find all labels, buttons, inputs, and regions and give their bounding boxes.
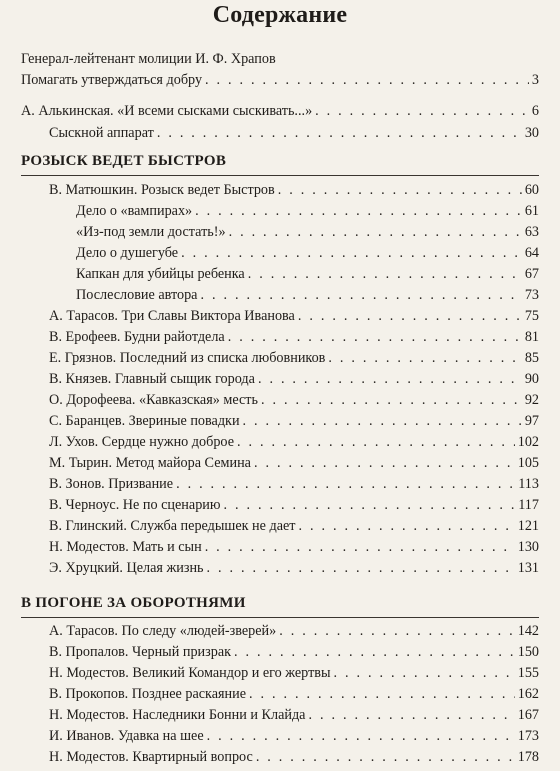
entry-page: 61 bbox=[524, 203, 539, 219]
entry-page: 131 bbox=[517, 560, 539, 576]
toc-entry bbox=[76, 243, 539, 263]
entry-title: А. Тарасов. Три Славы Виктора Иванова bbox=[49, 308, 295, 324]
leader-dots bbox=[234, 642, 515, 662]
leader-dots bbox=[298, 306, 522, 326]
entry-title: Н. Модестов. Наследники Бонни и Клайда bbox=[49, 707, 306, 723]
leader-dots bbox=[315, 101, 529, 121]
leader-dots bbox=[207, 726, 515, 746]
section-divider bbox=[21, 617, 539, 618]
toc-entry bbox=[49, 411, 539, 431]
leader-dots bbox=[207, 558, 515, 578]
entry-page: 102 bbox=[517, 434, 539, 450]
entry-page: 173 bbox=[517, 728, 539, 744]
toc-entry bbox=[49, 726, 539, 746]
intro-author-line: Генерал-лейтенант молиции И. Ф. Храпов bbox=[21, 51, 276, 67]
toc-entry bbox=[49, 495, 539, 515]
entry-title: И. Иванов. Удавка на шее bbox=[49, 728, 204, 744]
entry-page: 30 bbox=[524, 125, 539, 141]
toc-entry bbox=[49, 537, 539, 557]
leader-dots bbox=[258, 369, 522, 389]
leader-dots bbox=[195, 201, 522, 221]
toc-entry bbox=[49, 705, 539, 725]
entry-title: В. Зонов. Призвание bbox=[49, 476, 174, 492]
entry-title: Дело о «вампирах» bbox=[76, 203, 193, 219]
toc-entry bbox=[76, 222, 539, 242]
entry-page: 92 bbox=[524, 392, 539, 408]
leader-dots bbox=[229, 222, 522, 242]
entry-title: В. Прокопов. Позднее раскаяние bbox=[49, 686, 247, 702]
toc-entry bbox=[49, 516, 539, 536]
entry-title: А. Алькинская. «И всеми сысками сыскивать...» bbox=[21, 103, 313, 119]
entry-page: 105 bbox=[517, 455, 539, 471]
entry-title: Н. Модестов. Квартирный вопрос bbox=[49, 749, 253, 765]
entry-title: В. Пропалов. Черный призрак bbox=[49, 644, 232, 660]
leader-dots bbox=[223, 495, 515, 515]
entry-page: 142 bbox=[517, 623, 539, 639]
entry-title: Е. Грязнов. Последний из списка любовников bbox=[49, 350, 326, 366]
section-divider bbox=[21, 175, 539, 176]
entry-page: 6 bbox=[531, 103, 539, 119]
leader-dots bbox=[334, 663, 515, 683]
entry-page: 67 bbox=[524, 266, 539, 282]
toc-entry bbox=[49, 747, 539, 767]
page-title: Содержание bbox=[212, 2, 348, 28]
entry-page: 113 bbox=[518, 476, 539, 492]
entry-title: Сыскной аппарат bbox=[49, 125, 154, 141]
entry-title: С. Баранцев. Звериные повадки bbox=[49, 413, 240, 429]
leader-dots bbox=[181, 243, 522, 263]
entry-page: 117 bbox=[518, 497, 539, 513]
entry-page: 121 bbox=[517, 518, 539, 534]
leader-dots bbox=[279, 621, 514, 641]
entry-title: Л. Ухов. Сердце нужно доброе bbox=[49, 434, 234, 450]
entry-title: Капкан для убийцы ребенка bbox=[76, 266, 245, 282]
entry-title: В. Черноус. Не по сценарию bbox=[49, 497, 221, 513]
entry-title: В. Ерофеев. Будни райотдела bbox=[49, 329, 225, 345]
leader-dots bbox=[205, 70, 529, 90]
toc-entry bbox=[49, 123, 539, 143]
entry-page: 90 bbox=[524, 371, 539, 387]
leader-dots bbox=[200, 285, 521, 305]
entry-page: 162 bbox=[517, 686, 539, 702]
entry-title: М. Тырин. Метод майора Семина bbox=[49, 455, 251, 471]
toc-entry bbox=[49, 621, 539, 641]
entry-title: Н. Модестов. Великий Командор и его жертвы bbox=[49, 665, 331, 681]
entry-page: 167 bbox=[517, 707, 539, 723]
leader-dots bbox=[205, 537, 515, 557]
entry-title: Э. Хруцкий. Целая жизнь bbox=[49, 560, 204, 576]
entry-page: 75 bbox=[524, 308, 539, 324]
leader-dots bbox=[176, 474, 515, 494]
entry-title: В. Матюшкин. Розыск ведет Быстров bbox=[49, 182, 275, 198]
entry-page: 81 bbox=[524, 329, 539, 345]
toc-entry bbox=[49, 474, 539, 494]
leader-dots bbox=[237, 432, 515, 452]
toc-entry bbox=[49, 327, 539, 347]
toc-entry bbox=[49, 453, 539, 473]
leader-dots bbox=[243, 411, 522, 431]
leader-dots bbox=[249, 684, 515, 704]
toc-entry bbox=[21, 101, 539, 121]
toc-entry bbox=[49, 642, 539, 662]
entry-title: «Из-под земли достать!» bbox=[76, 224, 226, 240]
toc-entry bbox=[49, 390, 539, 410]
leader-dots bbox=[254, 453, 515, 473]
toc-entry bbox=[49, 306, 539, 326]
toc-entry bbox=[49, 432, 539, 452]
leader-dots bbox=[248, 264, 522, 284]
entry-title: В. Глинский. Служба передышек не дает bbox=[49, 518, 296, 534]
entry-page: 178 bbox=[517, 749, 539, 765]
entry-title: В. Князев. Главный сыщик города bbox=[49, 371, 255, 387]
leader-dots bbox=[328, 348, 521, 368]
leader-dots bbox=[308, 705, 514, 725]
entry-page: 130 bbox=[517, 539, 539, 555]
leader-dots bbox=[228, 327, 522, 347]
leader-dots bbox=[157, 123, 522, 143]
entry-page: 64 bbox=[524, 245, 539, 261]
toc-entry bbox=[49, 684, 539, 704]
toc-entry bbox=[49, 663, 539, 683]
entry-page: 73 bbox=[524, 287, 539, 303]
toc-entry bbox=[49, 348, 539, 368]
leader-dots bbox=[278, 180, 522, 200]
entry-title: Послесловие автора bbox=[76, 287, 198, 303]
entry-page: 63 bbox=[524, 224, 539, 240]
toc-entry bbox=[76, 285, 539, 305]
section-heading: РОЗЫСК ВЕДЕТ БЫСТРОВ bbox=[21, 153, 227, 169]
toc-entry bbox=[76, 201, 539, 221]
entry-title: Дело о душегубе bbox=[76, 245, 179, 261]
entry-page: 155 bbox=[517, 665, 539, 681]
entry-title: О. Дорофеева. «Кавказская» месть bbox=[49, 392, 258, 408]
toc-entry bbox=[49, 558, 539, 578]
entry-page: 60 bbox=[524, 182, 539, 198]
leader-dots bbox=[261, 390, 522, 410]
toc-entry bbox=[49, 369, 539, 389]
entry-title: А. Тарасов. По следу «людей-зверей» bbox=[49, 623, 277, 639]
entry-page: 150 bbox=[517, 644, 539, 660]
leader-dots bbox=[256, 747, 515, 767]
entry-title: Н. Модестов. Мать и сын bbox=[49, 539, 202, 555]
entry-page: 3 bbox=[531, 72, 539, 88]
toc-entry bbox=[49, 180, 539, 200]
entry-title: Помагать утверждаться добру bbox=[21, 72, 203, 88]
entry-page: 85 bbox=[524, 350, 539, 366]
toc-entry bbox=[76, 264, 539, 284]
toc-entry bbox=[21, 70, 539, 90]
leader-dots bbox=[299, 516, 515, 536]
entry-page: 97 bbox=[524, 413, 539, 429]
section-heading: В ПОГОНЕ ЗА ОБОРОТНЯМИ bbox=[21, 595, 246, 611]
